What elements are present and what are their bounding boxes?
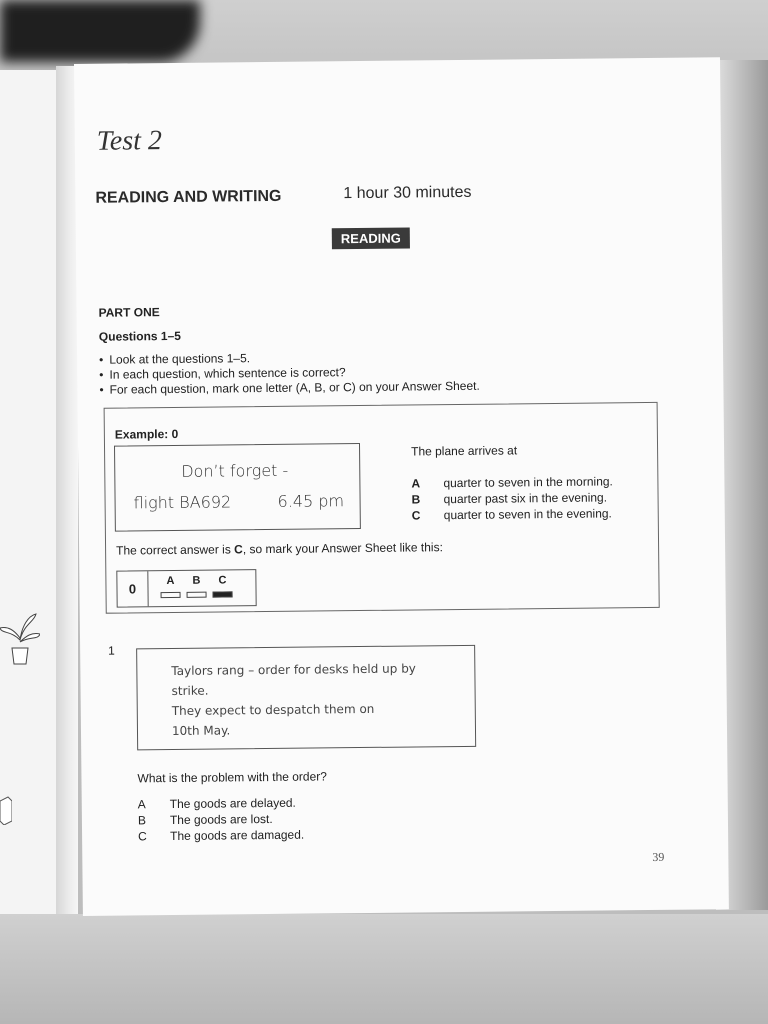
correct-answer-text (116, 540, 443, 557)
option-letter: B (137, 813, 147, 828)
note-flight: flight BA692 (133, 492, 232, 513)
option-text: The goods are lost. (169, 811, 273, 828)
reading-badge: READING (332, 227, 410, 249)
answer-column (186, 575, 206, 606)
question1-note-text: Taylors rang – order for desks held up by strike. They expect to despatch them on 10th May. (171, 661, 416, 739)
question1-text: What is the problem with the order? (137, 769, 327, 786)
scan-shadow (0, 0, 200, 62)
example-note (114, 443, 361, 532)
option-row (138, 795, 304, 813)
instruction-item: • Look at the questions 1–5. (99, 349, 480, 368)
test-title: Test 2 (96, 125, 163, 157)
answer-sheet-sample (116, 569, 256, 607)
option-text: The goods are damaged. (170, 827, 305, 844)
option-letter: B (411, 492, 421, 507)
correct-prefix: The correct answer is (116, 542, 235, 558)
note-line: Don’t forget - (181, 460, 289, 481)
questions-range: Questions 1–5 (98, 328, 181, 344)
option-row (138, 827, 304, 845)
instruction-item: • For each question, mark one letter (A, B, or C) on your Answer Sheet. (99, 379, 480, 398)
question1-options (138, 795, 305, 845)
example-label: Example: 0 (114, 426, 179, 442)
duration-label: 1 hour 30 minutes (343, 183, 472, 203)
correct-suffix: , so mark your Answer Sheet like this: (242, 540, 443, 557)
box-icon (0, 795, 12, 825)
option-letter: A (137, 797, 146, 812)
option-row (138, 811, 304, 829)
answer-number: 0 (117, 571, 148, 606)
note-time: 6.45 pm (277, 491, 345, 511)
example-question: The plane arrives at (411, 443, 518, 459)
answer-column (212, 574, 232, 605)
option-text: The goods are delayed. (169, 795, 296, 812)
option-letter: C (138, 829, 147, 844)
page-number: 39 (652, 849, 665, 864)
part-title: PART ONE (98, 305, 160, 320)
question-number: 1 (108, 643, 115, 658)
example-options (411, 473, 613, 523)
answer-column (160, 575, 180, 606)
option-row (412, 505, 614, 523)
answer-mark (187, 592, 207, 598)
answer-mark-selected (213, 591, 233, 597)
option-text: quarter to seven in the evening. (443, 506, 612, 523)
plant-icon (0, 600, 40, 670)
answer-columns (148, 570, 232, 606)
option-letter: C (411, 508, 421, 523)
answer-letter: A (166, 574, 175, 588)
answer-mark (161, 592, 181, 598)
answer-letter: C (218, 574, 227, 587)
option-letter: A (411, 476, 421, 491)
answer-letter: B (192, 574, 201, 587)
instruction-item: • In each question, which sentence is correct? (99, 364, 480, 383)
option-text: quarter past six in the evening. (443, 490, 608, 507)
example-box (104, 402, 660, 614)
section-heading: READING AND WRITING (95, 187, 282, 207)
book-page (74, 57, 729, 916)
scan-background-bottom (0, 914, 768, 1024)
correct-letter: C (234, 542, 243, 557)
instructions-list (99, 349, 480, 398)
left-page-edge (0, 70, 63, 918)
question1-note (136, 645, 476, 751)
option-text: quarter to seven in the morning. (443, 474, 613, 491)
